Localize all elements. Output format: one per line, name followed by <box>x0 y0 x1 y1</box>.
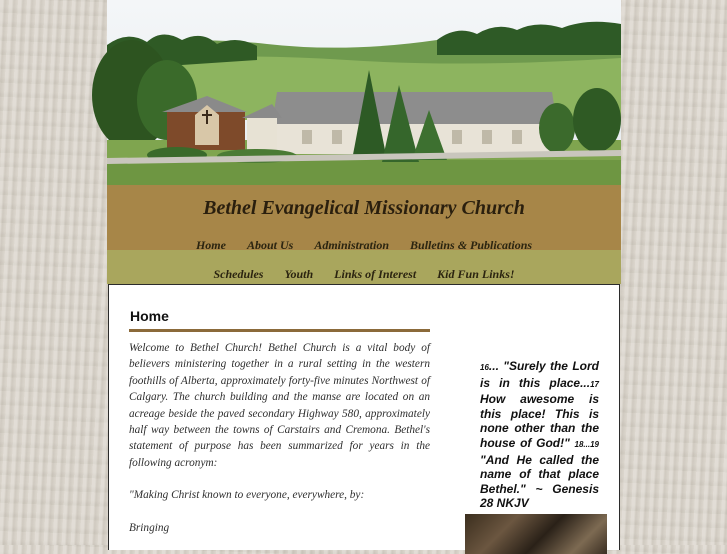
nav-link-kid-fun-links[interactable]: Kid Fun Links! <box>437 267 515 281</box>
intro-paragraph: Welcome to Bethel Church! Bethel Church is a vital body of believers ministering together in a rural setting in the western foothills of Alberta, approximately forty-five minutes Northwest of Calgary. The church building and the manse are located on an acreage beside the paved secondary Highway 580, approximately half way between the towns of Carstairs and Cremona. Bethel's statement of purpose has been summarized for years in the following acronym: <box>129 342 430 469</box>
nav-row-secondary <box>107 267 621 282</box>
content-panel <box>108 284 620 550</box>
nav-link-youth[interactable]: Youth <box>284 267 314 281</box>
purpose-quote: "Making Christ known to everyone, everywhere, by: <box>129 489 365 502</box>
site-title: Bethel Evangelical Missionary Church <box>203 197 525 219</box>
verse-text-1: ... "Surely the Lord is in this place... <box>480 359 599 390</box>
nav-link-schedules[interactable]: Schedules <box>213 267 264 281</box>
verse-number-18-19: 18...19 <box>574 439 599 449</box>
title-divider <box>129 329 430 332</box>
nav-link-links-of-interest[interactable]: Links of Interest <box>334 267 417 281</box>
nav-link-about-us[interactable]: About Us <box>246 238 294 252</box>
sidebar-verse <box>480 359 599 511</box>
main-column <box>129 340 430 552</box>
page-container <box>107 0 621 545</box>
nav-link-bulletins[interactable]: Bulletins & Publications <box>410 238 533 252</box>
verse-number-17: 17 <box>590 379 599 389</box>
nav-link-administration[interactable]: Administration <box>314 238 390 252</box>
purpose-list-start: Bringing <box>129 521 170 534</box>
page-title: Home <box>130 308 169 324</box>
verse-number-16: 16 <box>480 363 489 372</box>
nav-link-home[interactable]: Home <box>195 238 226 252</box>
main-nav <box>107 238 621 284</box>
nav-row-primary <box>107 238 621 253</box>
verse-text-3: "And He called the name of that place Bethel." ~ Genesis 28 NKJV <box>480 452 599 511</box>
verse-text-2: How awesome is this place! This is none other than the house of God!" <box>480 392 599 450</box>
header-photo <box>107 0 621 185</box>
sidebar-photo <box>465 514 607 554</box>
